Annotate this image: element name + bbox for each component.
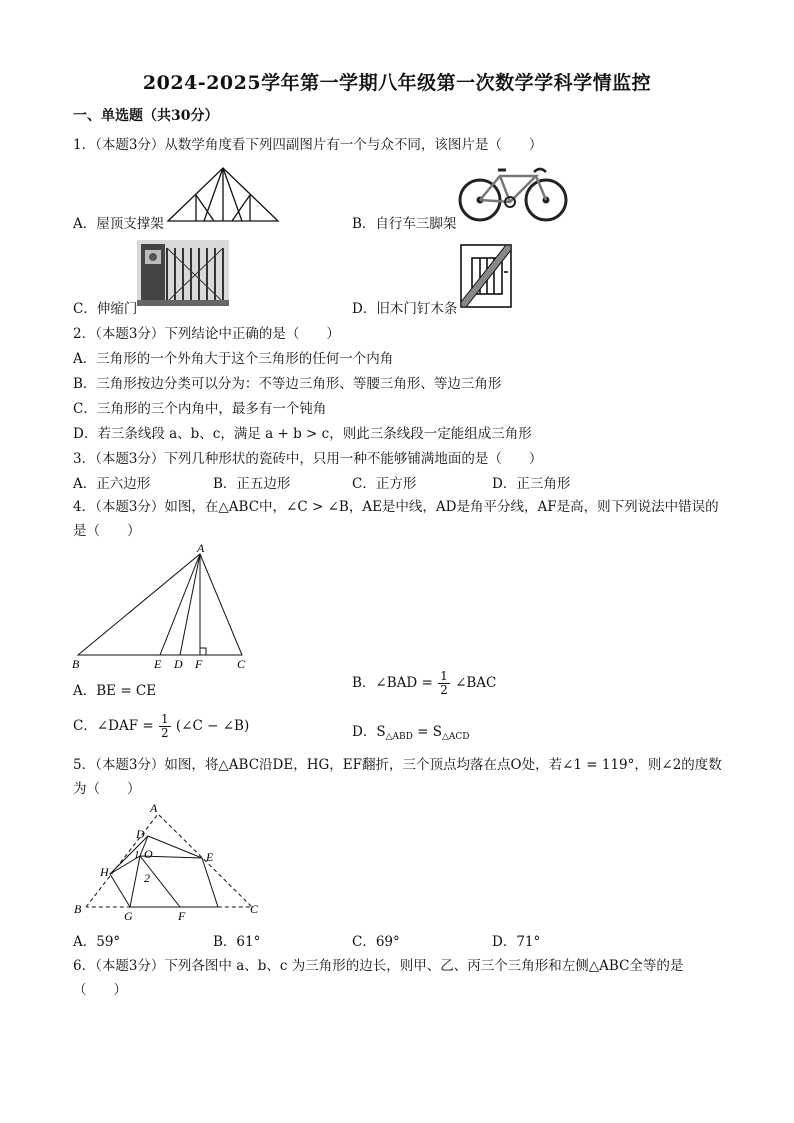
q5-label-a: A — [150, 801, 158, 815]
q5-angle-2: 2 — [144, 871, 150, 885]
q5-angle-1: 1 — [134, 849, 140, 861]
section-heading: 一、单选题（共30分） — [73, 108, 219, 124]
wooden-door-image — [460, 244, 512, 308]
q4-triangle-figure — [70, 540, 260, 672]
q4-label-b: B — [72, 657, 80, 671]
q3-stem: 3．（本题3分）下列几种形状的瓷砖中，只用一种不能够铺满地面的是（ ） — [73, 451, 543, 467]
q5-label-h: H — [100, 865, 109, 879]
fraction-one-half: $\frac{1}{2}$ — [440, 669, 448, 697]
folding-gate-image — [137, 240, 229, 306]
roof-truss-image — [166, 165, 280, 223]
q6-stem: 6．（本题3分）下列各图中 a、b、c 为三角形的边长，则甲、乙、丙三个三角形和左侧△ABC全等的是（ ） — [73, 958, 684, 998]
q2-option-d: D．若三条线段 a、b、c，满足 a + b > c，则此三条线段一定能组成三角形 — [73, 426, 532, 442]
fraction-one-half: $\frac{1}{2}$ — [160, 712, 169, 740]
q5-label-e: E — [206, 850, 214, 864]
q5-label-d: D — [136, 827, 145, 841]
q1-stem: 1．（本题3分）从数学角度看下列四副图片有一个与众不同，该图片是（ ） — [73, 137, 543, 153]
q2-option-c: C．三角形的三个内角中，最多有一个钝角 — [73, 401, 327, 417]
q4-stem: 4．（本题3分）如图，在△ABC中，∠C > ∠B，AE是中线，AD是角平分线，AF是高，则下列说法中错误的是（ ） — [73, 499, 719, 539]
q5-stem: 5．（本题3分）如图，将△ABC沿DE，HG，EF翻折，三个顶点均落在点O处，若∠1 = 119°，则∠2的度数为（ ） — [73, 757, 722, 797]
q2-option-b: B．三角形按边分类可以分为：不等边三角形、等腰三角形、等边三角形 — [73, 376, 502, 392]
q4-option-c: C．∠DAF = $\frac{1}{2}$ (∠C − ∠B) — [73, 712, 250, 740]
q3-option-d: D．正三角形 — [492, 476, 571, 492]
q2-option-a: A．三角形的一个外角大于这个三角形的任何一个内角 — [73, 351, 394, 367]
q4-label-d: D — [174, 657, 183, 671]
q4-label-f: F — [195, 657, 203, 671]
q2-stem: 2．（本题3分）下列结论中正确的是（ ） — [73, 326, 340, 342]
q3-option-b: B．正五边形 — [213, 476, 291, 492]
q4-option-b: B．∠BAD = $\frac{1}{2}$ ∠BAC — [352, 669, 497, 697]
q4-option-d: D．$S_{\triangle ABD} = S_{\triangle ACD}$ — [352, 724, 470, 742]
q1-option-d: D．旧木门钉木条 — [352, 301, 458, 317]
q5-label-o: O — [144, 847, 153, 861]
bicycle-image — [458, 160, 568, 224]
q5-folding-figure — [70, 800, 270, 925]
q5-label-c: C — [250, 902, 259, 916]
q1-option-a: A．屋顶支撑架 — [73, 216, 164, 232]
q5-option-b: B．61° — [213, 934, 261, 950]
q5-option-d: D．71° — [492, 934, 541, 950]
page-title: 2024-2025学年第一学期八年级第一次数学学科学情监控 — [142, 72, 652, 94]
q4-label-c: C — [237, 657, 246, 671]
q5-label-f: F — [178, 909, 186, 923]
q1-option-b: B．自行车三脚架 — [352, 216, 457, 232]
q1-option-c: C．伸缩门 — [73, 301, 138, 317]
q5-option-c: C．69° — [352, 934, 400, 950]
q5-label-g: G — [124, 909, 133, 923]
q4-label-a: A — [197, 541, 205, 555]
q3-option-a: A．正六边形 — [73, 476, 151, 492]
q5-option-a: A．59° — [73, 934, 121, 950]
q4-label-e: E — [154, 657, 162, 671]
q4-option-a: A．BE = CE — [73, 683, 157, 699]
q5-label-b: B — [74, 902, 82, 916]
q3-option-c: C．正方形 — [352, 476, 417, 492]
